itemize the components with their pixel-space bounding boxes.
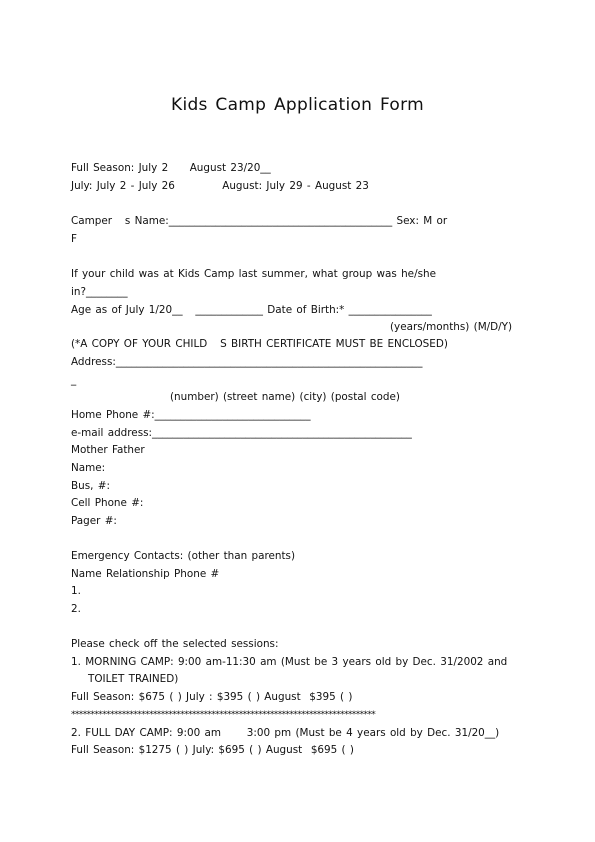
age-birthdate-field: Age as of July 1/20__ _____________ Date of Birth:* ________________	[71, 304, 432, 316]
parent-pager-label: Pager #:	[71, 515, 117, 527]
parent-bus-label: Bus, #:	[71, 480, 110, 492]
birth-certificate-note: (*A COPY OF YOUR CHILD S BIRTH CERTIFICATE MUST BE ENCLOSED)	[71, 338, 448, 350]
address-field: Address:___________________________________________________________	[71, 356, 423, 368]
home-phone-field: Home Phone #:______________________________	[71, 409, 311, 421]
morning-camp-prices: Full Season: $675 ( ) July : $395 ( ) August $395 ( )	[71, 691, 353, 703]
parent-name-label: Name:	[71, 462, 106, 474]
camper-sex-wrap: F	[71, 233, 77, 245]
emergency-row-1: 1.	[71, 585, 81, 597]
parent-cell-label: Cell Phone #:	[71, 497, 144, 509]
full-season-dates: Full Season: July 2 August 23/20__	[71, 162, 271, 174]
section-separator: ******************************************************************************	[71, 710, 376, 720]
morning-camp-description: 1. MORNING CAMP: 9:00 am-11:30 am (Must be 3 years old by Dec. 31/2002 and	[71, 656, 508, 668]
age-format-hint: (years/months) (M/D/Y)	[390, 321, 513, 333]
emergency-contacts-header: Emergency Contacts: (other than parents)	[71, 550, 296, 562]
full-day-camp-prices: Full Season: $1275 ( ) July: $695 ( ) August $695 ( )	[71, 744, 354, 756]
morning-camp-requirement: TOILET TRAINED)	[88, 673, 179, 685]
address-field-wrap: _	[71, 374, 77, 386]
month-session-dates: July: July 2 - July 26 August: July 29 - August 23	[71, 180, 369, 192]
form-title: Kids Camp Application Form	[171, 95, 424, 115]
emergency-row-2: 2.	[71, 603, 81, 615]
previous-group-field: in?________	[71, 286, 128, 298]
sessions-header: Please check off the selected sessions:	[71, 638, 279, 650]
email-field: e-mail address:__________________________________________________	[71, 427, 412, 439]
address-format-hint: (number) (street name) (city) (postal code)	[170, 391, 400, 403]
parents-header: Mother Father	[71, 444, 145, 456]
camper-name-field: Camper s Name:___________________________________________ Sex: M or	[71, 215, 448, 227]
full-day-camp-description: 2. FULL DAY CAMP: 9:00 am 3:00 pm (Must be 4 years old by Dec. 31/20__)	[71, 727, 500, 739]
previous-group-question: If your child was at Kids Camp last summer, what group was he/she	[71, 268, 436, 280]
emergency-columns: Name Relationship Phone #	[71, 568, 220, 580]
